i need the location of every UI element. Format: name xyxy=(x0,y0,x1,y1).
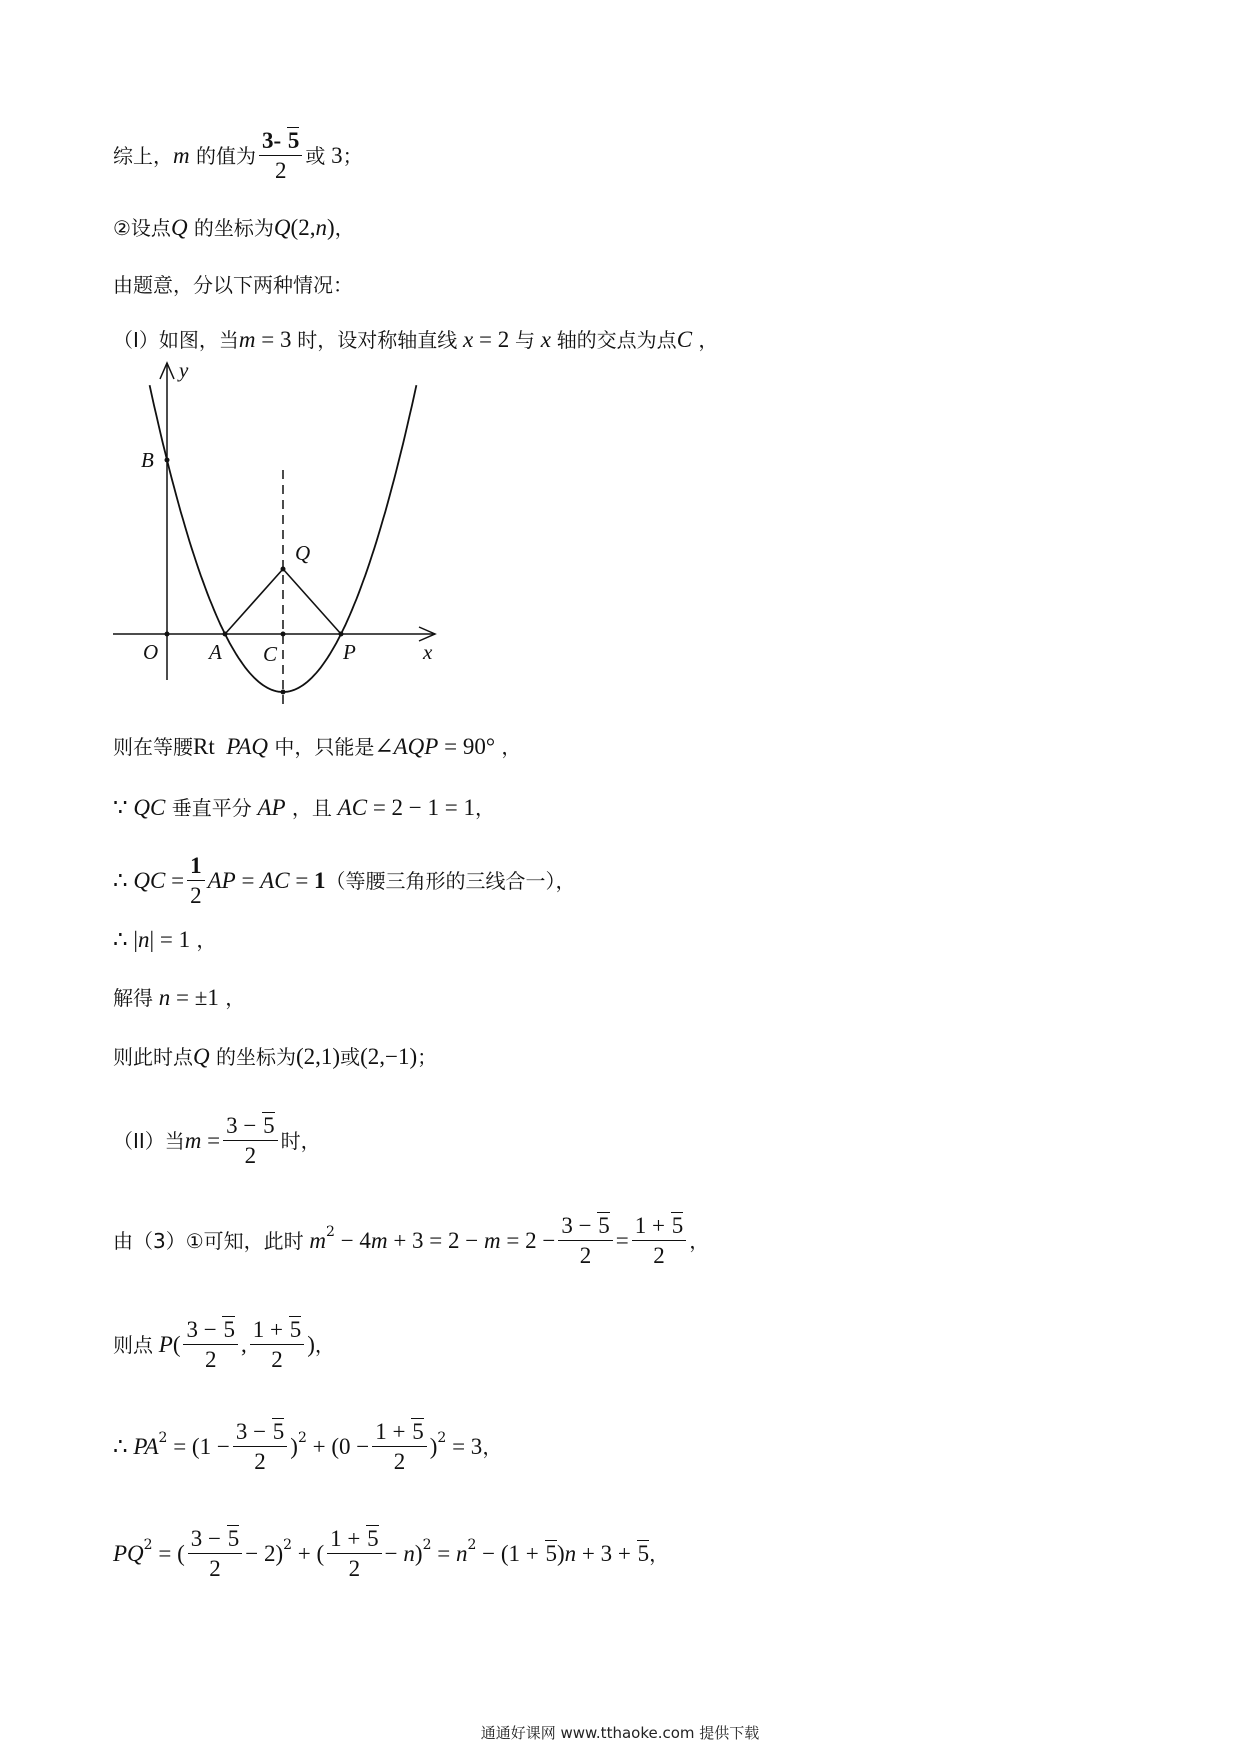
page-footer: 通通好课网 www.tthaoke.com 提供下载 xyxy=(480,1724,760,1742)
line-pa-squared: ∴ PA 2 = (1 − $\frac{3 - 5}{2}$ ) 2 + (0 − $\frac{1 + 5}{2}$ ) 2 = 3 ， xyxy=(113,1419,503,1474)
line-qc: ∴ QC = $\frac{1}{2}$ AP = AC = 1 （等腰三角形的三线合一）， xyxy=(113,853,576,908)
label-b: B xyxy=(141,448,154,472)
label-c: C xyxy=(263,642,278,666)
line-from-3: 由（3）①可知，此时 m 2 − 4 m + 3 = 2 − m = 2 − $\frac{3 - 5}{2}$ = $\frac{1 + 5}{2}$ ， xyxy=(113,1213,710,1268)
vertex-point xyxy=(281,690,286,695)
point-p xyxy=(339,632,344,637)
parabola-figure xyxy=(105,355,445,710)
line-case-2: （II）当 m = $\frac{3 - 5}{2}$ 时， xyxy=(113,1113,321,1168)
point-b xyxy=(165,458,170,463)
line-point-p: 则点 P ( $\frac{3 - 5}{2}$ , $\frac{1 + 5}{2}$ ) ， xyxy=(113,1317,335,1372)
line-solve-n: 解得 n = ±1 ， xyxy=(113,985,246,1010)
point-c xyxy=(281,632,286,637)
line-perpendicular: ∵ QC 垂直平分 AP ，且 AC = 2 − 1 = 1 ， xyxy=(113,795,495,820)
line-case-1: （I）如图，当 m = 3 时，设对称轴直线 x = 2 与 x 轴的交点为点 C ， xyxy=(113,327,719,352)
label-q: Q xyxy=(295,541,311,565)
label-p: P xyxy=(343,640,356,664)
line-q-coords: 则此时点 Q 的坐标为 (2,1) 或 (2,−1) ； xyxy=(113,1044,438,1069)
line-abs-n: ∴ | n | = 1 ， xyxy=(113,927,217,952)
line-set-q: ②设点 Q 的坐标为 Q (2, n ) ， xyxy=(113,215,355,240)
label-x: x xyxy=(423,640,433,664)
line-summary: 综上， m 的值为 $\frac{3- 5}{2}$ 或 3 ； xyxy=(113,128,363,183)
line-cases: 由题意，分以下两种情况： xyxy=(113,273,353,297)
label-y: y xyxy=(179,358,189,382)
label-a: A xyxy=(209,640,222,664)
line-isosceles: 则在等腰 Rt PAQ 中，只能是 ∠ AQP = 90° ， xyxy=(113,734,522,759)
point-a xyxy=(223,632,228,637)
point-o xyxy=(165,632,170,637)
line-pq-squared: PQ 2 = ( $\frac{3 - 5}{2}$ − 2) 2 + ( $\frac{1 + 5}{2}$ − n ) 2 = n 2 − (1 + 5) n + 3 + 5 ， xyxy=(113,1526,670,1581)
point-q xyxy=(281,567,286,572)
label-o: O xyxy=(143,640,159,664)
